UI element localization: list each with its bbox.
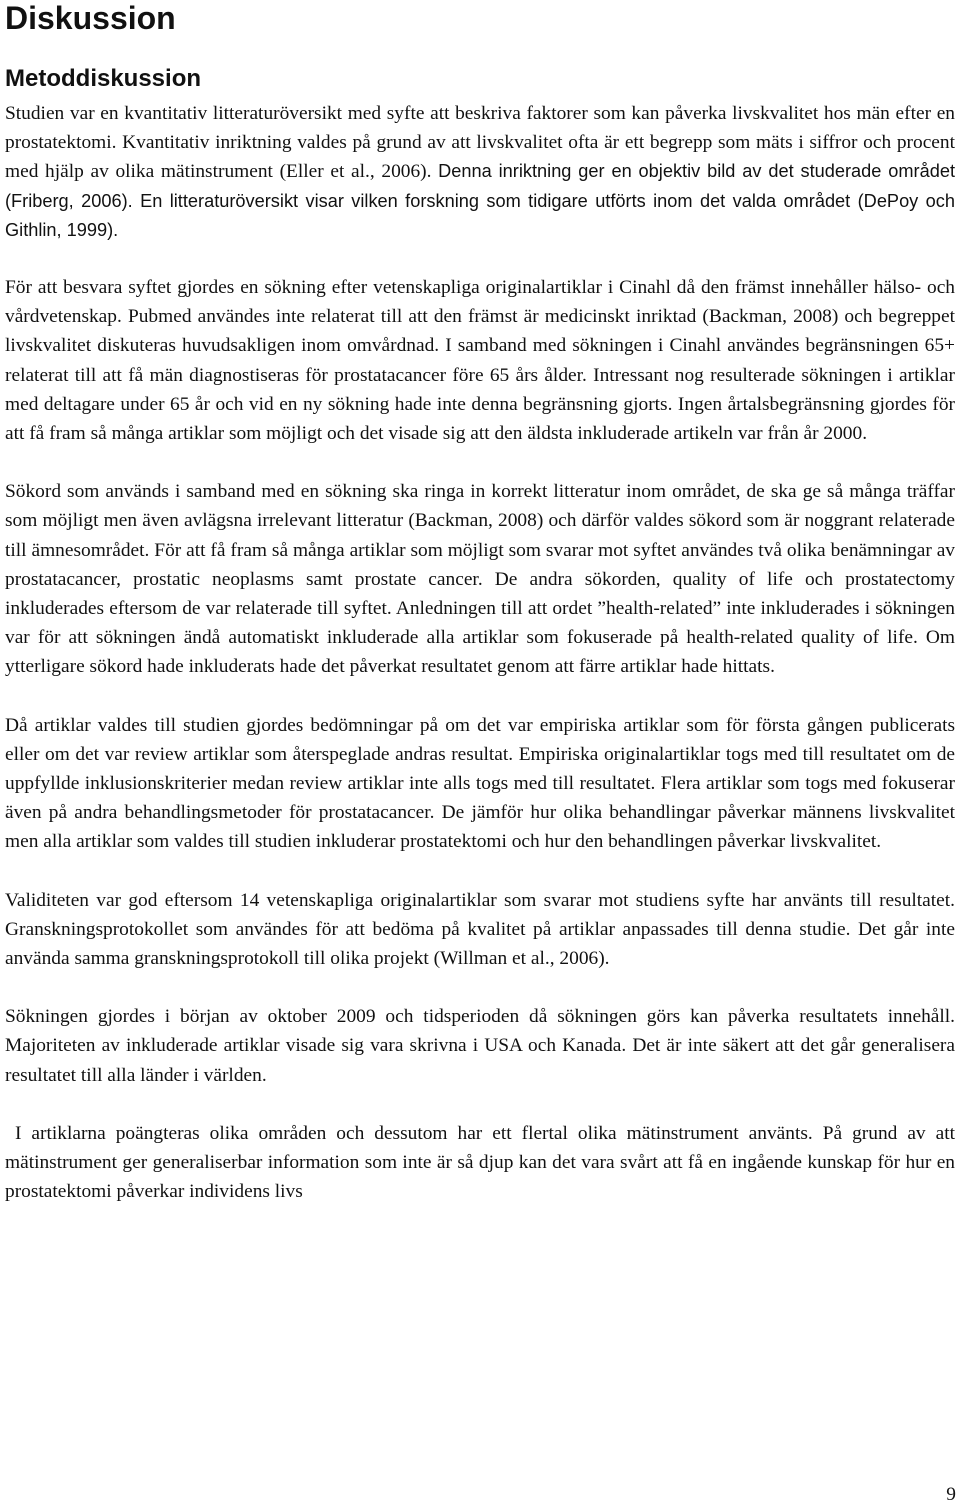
paragraph-6: Sökningen gjordes i början av oktober 2009 och tidsperioden då sökningen görs kan påverka resultatets innehåll. Majoriteten av inkluderade artiklar visade sig vara skrivna i USA och Kanada. Det är inte säkert att det går generalisera resultatet till alla länder i världen.	[5, 1006, 955, 1086]
page-number: 9	[946, 1484, 956, 1505]
paragraph-2: För att besvara syftet gjordes en sökning efter vetenskapliga originalartiklar i Cinahl då den främst innehåller hälso- och vårdvetenskap. Pubmed användes inte relaterat till att den främst är medicinskt inriktad (Backman, 2008) och begreppet livskvalitet diskuteras huvudsakligen inom omvårdnad. I samband med sökningen i Cinahl användes begränsningen 65+ relaterat till att få män diagnostiseras för prostatacancer före 65 års ålder. Intressant nog resulterade sökningen i artiklar med deltagare under 65 år och vid en ny sökning hade inte denna begränsning gjorts. Ingen årtalsbegränsning gjordes för att få fram så många artiklar som möjligt och det visade sig att den äldsta inkluderade artikeln var från år 2000.	[5, 277, 955, 445]
subsection-heading: Metoddiskussion	[5, 65, 202, 92]
paragraph-1-part-a: Studien var en kvantitativ litteraturöversikt med syfte att beskriva faktorer som kan påverka livskvalitet hos män efter en prostatektomi. Kvantitativ inriktning valdes på grund av att livskvalitet ofta är ett begrepp som mäts i siffror och procent med hjälp av olika mätinstrument (Eller et al., 2006).	[5, 103, 955, 183]
paragraph-5: Validiteten var god eftersom 14 vetenskapliga originalartiklar som svarar mot studiens syfte har använts till resultatet. Granskningsprotokollet som användes för att bedöma på kvalitet på artiklar anpassades till denna studie. Det går inte använda samma granskningsprotokoll till olika projekt (Willman et al., 2006).	[5, 889, 955, 970]
section-heading: Diskussion	[5, 0, 176, 36]
paragraph-4: Då artiklar valdes till studien gjordes bedömningar på om det var empiriska artiklar som för första gången publicerats eller om det var review artiklar som återspeglade andras resultat. Empiriska originalartiklar togs med till resultatet om de uppfyllde inklusionskriterier medan review artiklar inte alls togs med till resultatet. Flera artiklar som togs med fokuserar även på andra behandlingsmetoder för prostatacancer. De jämför hur olika behandlingar påverkar männens livskvalitet men alla artiklar som valdes till studien inkluderar prostatektomi och hur den behandlingen påverkar livskvalitet.	[5, 714, 955, 853]
paragraph-3: Sökord som används i samband med en sökning ska ringa in korrekt litteratur inom området, de ska ge så många träffar som möjligt men även avlägsna irrelevant litteratur (Backman, 2008) och därför valdes sökord som är noggrant relaterade till ämnesområdet. För att få fram så många artiklar som möjligt som svarar mot syftet användes två olika benämningar av prostatacancer, prostatic neoplasms samt prostate cancer. De andra sökorden, quality of life och prostatectomy inkluderades eftersom de var relaterade till syftet. Anledningen till att ordet ”health-related” inte inkluderades i sökningen var för att sökningen ändå automatiskt inkluderade alla artiklar som fokuserade på health-related quality of life. Om ytterligare sökord hade inkluderats hade det påverkat resultatet genom att färre artiklar hade hittats.	[5, 481, 955, 678]
paragraph-1-part-b: Denna inriktning ger en objektiv bild av det studerade området (Friberg, 2006). En litteraturöversikt visar vilken forskning som tidigare utförts inom det valda området (DePoy och Githlin, 1999).	[5, 161, 955, 240]
paragraph-1	[5, 99, 955, 245]
paragraph-7: I artiklarna poängteras olika områden och dessutom har ett flertal olika mätinstrument använts. På grund av att mätinstrument ger generaliserbar information som inte är så djup kan det vara svårt att få en ingående kunskap för hur en prostatektomi påverkar individens livs	[5, 1122, 955, 1203]
document-page	[5, 0, 955, 1236]
